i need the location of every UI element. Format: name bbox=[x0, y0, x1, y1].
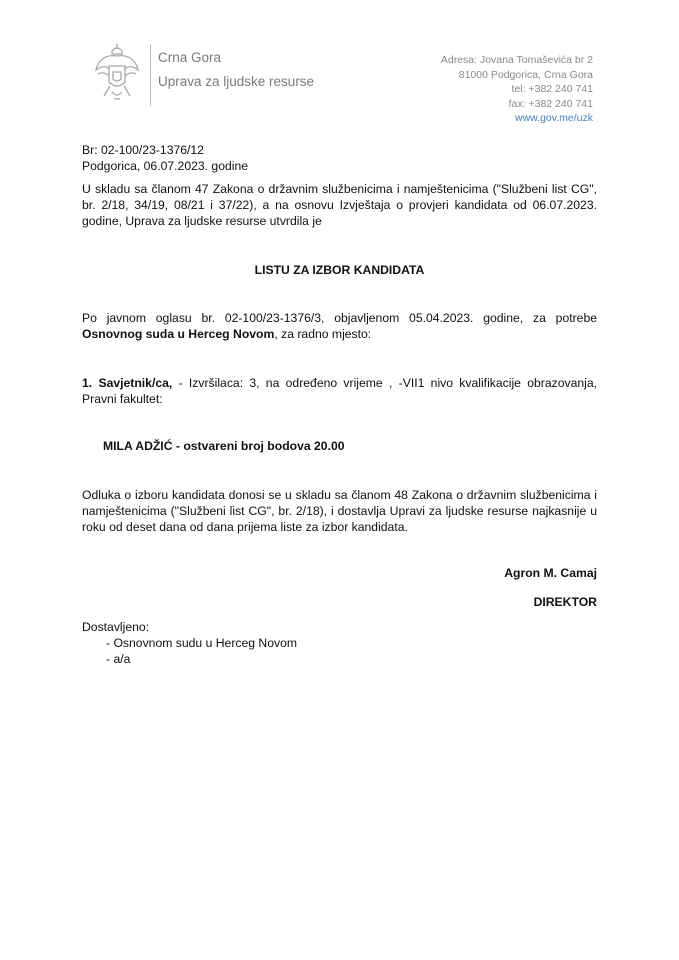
org-line-country: Crna Gora bbox=[158, 50, 222, 65]
delivered-label: Dostavljeno: bbox=[82, 620, 150, 634]
document-title: LISTU ZA IZBOR KANDIDATA bbox=[254, 263, 425, 277]
contact-block bbox=[441, 53, 593, 126]
header-divider bbox=[150, 44, 151, 106]
fax-line: fax: +382 240 741 bbox=[508, 97, 593, 110]
org-line-agency: Uprava za ljudske resurse bbox=[158, 74, 315, 89]
position-details: - Izvršilaca: 3, na određeno vrijeme , -VII1 nivo kvalifikacije obrazovanja, Pravni fakultet: bbox=[82, 376, 597, 406]
announcement-suffix: , za radno mjesto: bbox=[274, 327, 372, 341]
candidate-entry: MILA ADŽIĆ - ostvareni broj bodova 20.00 bbox=[103, 439, 345, 453]
delivered-item: - a/a bbox=[106, 652, 131, 666]
announcement-text: Po javnom oglasu br. 02-100/23-1376/3, objavljenom 05.04.2023. godine, za potrebe bbox=[82, 311, 597, 325]
delivered-item: - Osnovnom sudu u Herceg Novom bbox=[106, 636, 298, 650]
place-date: Podgorica, 06.07.2023. godine bbox=[82, 159, 249, 173]
institution-name: Osnovnog suda u Herceg Novom bbox=[82, 327, 275, 341]
website-link[interactable]: www.gov.me/uzk bbox=[515, 112, 593, 124]
decision-paragraph: Odluka o izboru kandidata donosi se u skladu sa članom 48 Zakona o državnim službenicima i namještenicima ("Službeni list CG", br. 2/18), i dostavlja Upravi za ljudske resurse najkasnije u roku od deset dana od dana prijema liste za izbor kandidata. bbox=[82, 488, 597, 534]
signatory-title: DIREKTOR bbox=[533, 595, 597, 609]
coat-of-arms-icon bbox=[92, 42, 142, 106]
position-title: 1. Savjetnik/ca, bbox=[82, 376, 173, 390]
intro-paragraph: U skladu sa članom 47 Zakona o državnim službenicima i namještenicima ("Službeni list CG", br. 2/18, 34/19, 08/21 i 37/22), a na osnovu Izvještaja o provjeri kandidata od 06.07.2023. godine, Uprava za ljudske resurse utvrdila je bbox=[82, 182, 597, 228]
delivered-list bbox=[106, 635, 297, 667]
position-paragraph bbox=[82, 375, 597, 407]
tel-line: tel: +382 240 741 bbox=[511, 83, 593, 95]
reference-number: Br: 02-100/23-1376/12 bbox=[82, 143, 204, 157]
address-line: Adresa: Jovana Tomaševića br 2 bbox=[440, 54, 593, 66]
signatory-name: Agron M. Camaj bbox=[504, 566, 597, 580]
announcement-paragraph bbox=[82, 310, 597, 342]
organization-name bbox=[158, 46, 314, 94]
city-line: 81000 Podgorica, Crna Gora bbox=[458, 68, 593, 81]
